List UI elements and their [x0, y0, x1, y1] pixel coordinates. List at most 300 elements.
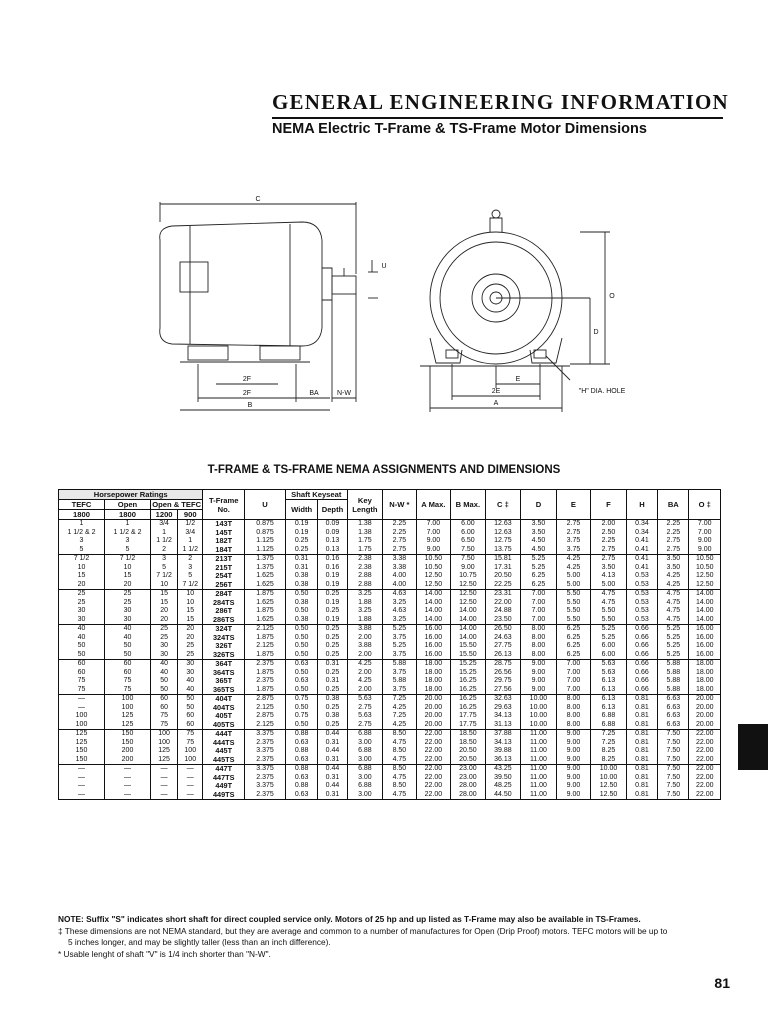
frame-cell: 326T — [203, 642, 245, 651]
table-cell: 0.44 — [318, 730, 347, 739]
table-cell: 20.50 — [485, 572, 521, 581]
table-cell: 50 — [59, 642, 105, 651]
frame-cell: 404T — [203, 695, 245, 704]
table-cell: 9.00 — [556, 774, 591, 783]
frame-cell: 405T — [203, 712, 245, 721]
table-cell: 0.53 — [626, 572, 657, 581]
table-cell: 23.31 — [485, 590, 521, 599]
table-row — [59, 791, 721, 800]
table-cell: 14.00 — [416, 599, 451, 608]
table-cell: 1 — [105, 520, 151, 529]
table-cell: 0.31 — [318, 756, 347, 765]
table-cell: 4.25 — [658, 572, 689, 581]
table-cell: 22.00 — [416, 730, 451, 739]
table-cell: — — [151, 782, 178, 791]
table-cell: 0.16 — [318, 564, 347, 573]
table-cell: 50 — [105, 651, 151, 660]
label-a: A — [493, 400, 499, 407]
table-cell: 15.25 — [451, 669, 486, 678]
table-cell: 16.25 — [451, 704, 486, 713]
table-cell: 9.00 — [556, 739, 591, 748]
frame-cell: 444T — [203, 730, 245, 739]
table-cell: 0.50 — [285, 634, 317, 643]
table-body — [59, 520, 721, 800]
label-b: B — [247, 402, 253, 409]
frame-cell: 284TS — [203, 599, 245, 608]
table-row — [59, 686, 721, 695]
table-cell: 12.50 — [591, 791, 627, 800]
table-cell: 8.50 — [383, 782, 416, 791]
table-cell: 9.00 — [556, 791, 591, 800]
table-cell: 11.00 — [521, 730, 557, 739]
table-cell: 25 — [178, 642, 203, 651]
table-cell: 14.00 — [416, 590, 451, 599]
table-cell: 10.00 — [521, 695, 557, 704]
section-tab-marker — [738, 724, 768, 770]
table-cell: 8.00 — [556, 695, 591, 704]
table-row — [59, 704, 721, 713]
table-cell: 0.25 — [318, 607, 347, 616]
table-cell: 25 — [105, 590, 151, 599]
frame-cell: 447T — [203, 765, 245, 774]
table-cell: 40 — [59, 625, 105, 634]
table-cell: 4.75 — [591, 599, 627, 608]
table-cell: 10.50 — [416, 564, 451, 573]
table-cell: 0.81 — [626, 721, 657, 730]
title-rule — [272, 117, 723, 119]
table-cell: 11.00 — [521, 791, 557, 800]
table-cell: 0.25 — [318, 669, 347, 678]
table-cell: 9.00 — [416, 537, 451, 546]
table-cell: 18.00 — [416, 660, 451, 669]
table-cell: 1.875 — [245, 651, 286, 660]
table-cell: 34.13 — [485, 739, 521, 748]
table-cell: 3.38 — [383, 555, 416, 564]
table-cell: 2 — [178, 555, 203, 564]
table-cell: 22.00 — [689, 774, 721, 783]
table-cell: 0.75 — [285, 712, 317, 721]
table-cell: 5.25 — [521, 564, 557, 573]
table-cell: 1.625 — [245, 616, 286, 625]
table-cell: 9.00 — [521, 677, 557, 686]
table-cell: 6.00 — [591, 651, 627, 660]
table-cell: 6.50 — [451, 537, 486, 546]
table-cell: 9.00 — [521, 686, 557, 695]
table-cell: 14.00 — [689, 599, 721, 608]
table-cell: 6.25 — [521, 572, 557, 581]
table-cell: 28.00 — [451, 782, 486, 791]
table-cell: 6.88 — [347, 730, 383, 739]
table-cell: 0.44 — [318, 782, 347, 791]
table-cell: 5.88 — [658, 677, 689, 686]
table-cell: 20 — [151, 607, 178, 616]
page-number: 81 — [714, 975, 730, 991]
table-cell: 1.625 — [245, 572, 286, 581]
table-cell: 4.75 — [658, 599, 689, 608]
table-cell: 15.50 — [451, 651, 486, 660]
table-cell: 1.125 — [245, 537, 286, 546]
table-cell: 1.375 — [245, 555, 286, 564]
table-cell: 4.50 — [521, 546, 557, 555]
table-cell: 12.75 — [485, 537, 521, 546]
table-row — [59, 546, 721, 555]
table-cell: 0.81 — [626, 791, 657, 800]
table-cell: 2.00 — [591, 520, 627, 529]
table-cell: 6.13 — [591, 677, 627, 686]
table-cell: — — [105, 782, 151, 791]
table-cell: 40 — [151, 660, 178, 669]
table-cell: 2.75 — [383, 546, 416, 555]
table-cell: 3.375 — [245, 747, 286, 756]
table-cell: 6.88 — [347, 782, 383, 791]
table-cell: 0.38 — [318, 712, 347, 721]
table-cell: 6.88 — [347, 747, 383, 756]
table-cell: 0.25 — [318, 642, 347, 651]
table-cell: 22.00 — [689, 747, 721, 756]
table-cell: 6.00 — [451, 520, 486, 529]
table-row — [59, 572, 721, 581]
table-cell: 7.25 — [591, 730, 627, 739]
table-cell: 3.50 — [521, 520, 557, 529]
table-cell: 12.50 — [416, 572, 451, 581]
table-cell: 7.25 — [591, 739, 627, 748]
frame-cell: 143T — [203, 520, 245, 529]
table-cell: 16.00 — [689, 634, 721, 643]
table-cell: 0.19 — [318, 572, 347, 581]
table-cell: 1 — [151, 529, 178, 538]
table-cell: 1.38 — [347, 520, 383, 529]
table-cell: 10 — [151, 581, 178, 590]
table-cell: 100 — [105, 695, 151, 704]
header-depth: Depth — [318, 500, 347, 520]
label-c: C — [255, 196, 261, 203]
table-cell: 1.75 — [347, 537, 383, 546]
table-cell: 2.25 — [658, 529, 689, 538]
table-cell: 0.66 — [626, 651, 657, 660]
table-cell: 22.00 — [485, 599, 521, 608]
table-cell: 14.00 — [416, 616, 451, 625]
table-cell: 2.875 — [245, 695, 286, 704]
table-cell: 5.25 — [658, 651, 689, 660]
table-cell: 0.25 — [285, 537, 317, 546]
table-cell: 2.75 — [556, 529, 591, 538]
label-2e: 2E — [491, 388, 501, 395]
table-cell: 30 — [151, 651, 178, 660]
header-frame: T-Frame No. — [203, 490, 245, 520]
table-cell: 18.00 — [689, 660, 721, 669]
table-cell: 2.75 — [347, 721, 383, 730]
table-cell: 0.53 — [626, 581, 657, 590]
table-cell: 4.75 — [591, 590, 627, 599]
table-cell: 2.125 — [245, 642, 286, 651]
table-cell: 5.50 — [556, 590, 591, 599]
table-cell: 16.00 — [689, 625, 721, 634]
table-cell: 1.875 — [245, 686, 286, 695]
table-cell: 0.50 — [285, 625, 317, 634]
table-cell: 2.75 — [658, 546, 689, 555]
table-cell: 0.81 — [626, 774, 657, 783]
table-cell: 2.00 — [347, 634, 383, 643]
table-cell: 0.50 — [285, 590, 317, 599]
table-cell: 2.375 — [245, 774, 286, 783]
table-cell: 48.25 — [485, 782, 521, 791]
table-cell: 0.09 — [318, 529, 347, 538]
table-cell: 5.88 — [658, 669, 689, 678]
table-cell: 4.25 — [347, 677, 383, 686]
table-cell: 1 1/2 & 2 — [59, 529, 105, 538]
table-cell: 5.63 — [347, 712, 383, 721]
frame-cell: 405TS — [203, 721, 245, 730]
table-cell: 0.88 — [285, 747, 317, 756]
table-cell: 10.00 — [591, 774, 627, 783]
table-cell: 100 — [105, 704, 151, 713]
header-h: H — [626, 490, 657, 520]
header-ba: BA — [658, 490, 689, 520]
table-cell: 2.00 — [347, 669, 383, 678]
table-cell: 5.25 — [591, 634, 627, 643]
table-cell: 3 — [105, 537, 151, 546]
table-cell: 20.00 — [689, 695, 721, 704]
table-cell: 31.13 — [485, 721, 521, 730]
table-cell: 12.63 — [485, 520, 521, 529]
table-cell: 43.25 — [485, 765, 521, 774]
table-cell: 18.00 — [689, 677, 721, 686]
table-cell: 2.75 — [591, 555, 627, 564]
table-cell: 14.00 — [689, 607, 721, 616]
table-cell: 60 — [59, 669, 105, 678]
table-cell: 2.25 — [658, 520, 689, 529]
table-cell: 4.25 — [658, 581, 689, 590]
table-cell: 8.00 — [556, 704, 591, 713]
table-cell: 3.75 — [383, 651, 416, 660]
table-cell: 2 — [151, 546, 178, 555]
table-cell: 9.00 — [556, 747, 591, 756]
table-cell: 0.19 — [318, 599, 347, 608]
table-cell: 40 — [105, 634, 151, 643]
table-cell: 6.63 — [658, 721, 689, 730]
table-cell: 26.50 — [485, 625, 521, 634]
table-cell: 2.375 — [245, 739, 286, 748]
table-cell: 60 — [105, 660, 151, 669]
table-cell: 7.50 — [658, 774, 689, 783]
table-cell: 11.00 — [521, 747, 557, 756]
table-cell: 2.125 — [245, 704, 286, 713]
table-cell: 0.53 — [626, 599, 657, 608]
table-cell: 0.41 — [626, 564, 657, 573]
table-cell: 22.00 — [689, 730, 721, 739]
table-cell: 1.38 — [347, 529, 383, 538]
table-cell: 12.50 — [451, 581, 486, 590]
table-cell: 22.00 — [689, 765, 721, 774]
table-cell: 7.50 — [658, 747, 689, 756]
table-cell: 60 — [178, 721, 203, 730]
table-cell: 0.25 — [318, 634, 347, 643]
table-cell: 0.66 — [626, 634, 657, 643]
table-cell: 25 — [59, 590, 105, 599]
table-cell: 25 — [105, 599, 151, 608]
table-cell: 17.75 — [451, 712, 486, 721]
table-cell: 25 — [151, 634, 178, 643]
table-cell: 50 — [178, 704, 203, 713]
table-cell: — — [105, 774, 151, 783]
table-cell: 3 — [178, 564, 203, 573]
table-cell: 18.00 — [416, 669, 451, 678]
table-cell: 1.875 — [245, 669, 286, 678]
table-cell: 1 1/2 & 2 — [105, 529, 151, 538]
table-cell: 3.00 — [347, 774, 383, 783]
table-cell: 3.38 — [383, 564, 416, 573]
table-cell: 6.25 — [556, 634, 591, 643]
table-row — [59, 625, 721, 634]
table-cell: 7.50 — [658, 791, 689, 800]
table-cell: 0.19 — [285, 529, 317, 538]
header-open: Open — [105, 500, 151, 510]
table-cell: 0.875 — [245, 520, 286, 529]
table-cell: 2.375 — [245, 677, 286, 686]
table-cell: 0.25 — [318, 686, 347, 695]
table-title: T-FRAME & TS-FRAME NEMA ASSIGNMENTS AND DIMENSIONS — [207, 464, 561, 476]
table-cell: 22.00 — [689, 756, 721, 765]
table-cell: — — [178, 774, 203, 783]
table-cell: 14.00 — [451, 607, 486, 616]
table-cell: 9.00 — [556, 730, 591, 739]
table-cell: 1 1/2 — [178, 546, 203, 555]
header-rpm-1800-open: 1800 — [105, 510, 151, 520]
table-cell: 18.00 — [689, 686, 721, 695]
table-cell: 9.00 — [451, 564, 486, 573]
table-cell: 7.50 — [451, 546, 486, 555]
table-cell: 0.66 — [626, 686, 657, 695]
table-cell: 0.50 — [285, 721, 317, 730]
frame-cell: 215T — [203, 564, 245, 573]
table-cell: 200 — [105, 756, 151, 765]
table-cell: 17.31 — [485, 564, 521, 573]
table-cell: 75 — [178, 730, 203, 739]
table-cell: 1.88 — [347, 616, 383, 625]
table-cell: 22.00 — [416, 791, 451, 800]
frame-cell: 364T — [203, 660, 245, 669]
table-cell: 5.63 — [347, 695, 383, 704]
table-cell: 15 — [178, 616, 203, 625]
table-cell: 3.00 — [347, 739, 383, 748]
table-cell: 23.50 — [485, 616, 521, 625]
table-cell: 8.25 — [591, 747, 627, 756]
label-h-hole: "H" DIA. HOLE — [578, 388, 626, 395]
frame-cell: 365TS — [203, 686, 245, 695]
table-cell: 18.00 — [689, 669, 721, 678]
table-cell: 20.00 — [689, 721, 721, 730]
table-cell: 0.88 — [285, 730, 317, 739]
table-cell: 30 — [178, 660, 203, 669]
table-cell: 15.81 — [485, 555, 521, 564]
frame-cell: 324T — [203, 625, 245, 634]
table-cell: 5.63 — [591, 660, 627, 669]
table-cell: 100 — [178, 747, 203, 756]
table-cell: 1.875 — [245, 607, 286, 616]
table-cell: 40 — [59, 634, 105, 643]
table-cell: 8.00 — [556, 721, 591, 730]
table-cell: 0.50 — [285, 669, 317, 678]
table-cell: 5.88 — [658, 686, 689, 695]
table-cell: 0.81 — [626, 756, 657, 765]
table-cell: 25 — [151, 625, 178, 634]
table-cell: 25 — [178, 651, 203, 660]
frame-cell: 326TS — [203, 651, 245, 660]
table-cell: 7.00 — [556, 669, 591, 678]
table-cell: 5 — [178, 572, 203, 581]
table-cell: 14.00 — [689, 590, 721, 599]
table-cell: 3.375 — [245, 765, 286, 774]
table-row — [59, 642, 721, 651]
header-e: E — [556, 490, 591, 520]
table-cell: 7 1/2 — [105, 555, 151, 564]
table-cell: 12.50 — [451, 599, 486, 608]
table-cell: 2.375 — [245, 756, 286, 765]
table-cell: 18.00 — [416, 677, 451, 686]
table-cell: 7.00 — [556, 660, 591, 669]
table-cell: 6.00 — [591, 642, 627, 651]
table-cell: 0.19 — [318, 581, 347, 590]
table-cell: 0.38 — [285, 599, 317, 608]
header-nw: N-W * — [383, 490, 416, 520]
table-cell: 0.50 — [285, 704, 317, 713]
table-row — [59, 581, 721, 590]
table-cell: 7.00 — [521, 590, 557, 599]
table-cell: 0.31 — [318, 677, 347, 686]
table-cell: 5.00 — [556, 572, 591, 581]
table-cell: 75 — [59, 686, 105, 695]
table-cell: 3.50 — [658, 564, 689, 573]
table-cell: 22.00 — [689, 782, 721, 791]
table-cell: 6.88 — [347, 765, 383, 774]
header-f: F — [591, 490, 627, 520]
table-cell: 3.00 — [347, 791, 383, 800]
table-cell: 0.41 — [626, 546, 657, 555]
table-cell: 7 1/2 — [151, 572, 178, 581]
table-cell: 7.00 — [416, 529, 451, 538]
table-cell: 1.125 — [245, 546, 286, 555]
table-cell: 3.88 — [347, 625, 383, 634]
table-cell: 0.63 — [285, 756, 317, 765]
table-cell: 7.50 — [658, 730, 689, 739]
header-rpm-900: 900 — [178, 510, 203, 520]
table-cell: 0.31 — [285, 564, 317, 573]
table-cell: 18.50 — [451, 730, 486, 739]
table-cell: 9.00 — [556, 782, 591, 791]
table-cell: 22.00 — [416, 774, 451, 783]
table-cell: 12.50 — [416, 581, 451, 590]
table-cell: 20.00 — [689, 704, 721, 713]
table-cell: 20.00 — [416, 695, 451, 704]
table-cell: 10.50 — [689, 555, 721, 564]
table-cell: 2.125 — [245, 721, 286, 730]
table-cell: 22.00 — [416, 747, 451, 756]
table-row — [59, 721, 721, 730]
table-cell: 0.44 — [318, 765, 347, 774]
table-row — [59, 756, 721, 765]
table-cell: 14.00 — [451, 634, 486, 643]
table-row — [59, 774, 721, 783]
table-cell: 125 — [151, 747, 178, 756]
table-cell: 10.00 — [521, 712, 557, 721]
table-cell: 2.75 — [556, 520, 591, 529]
table-cell: 7.25 — [383, 712, 416, 721]
table-cell: 0.50 — [285, 607, 317, 616]
table-cell: 0.44 — [318, 747, 347, 756]
table-cell: 11.00 — [521, 756, 557, 765]
table-cell: 2.75 — [383, 537, 416, 546]
table-cell: 10.00 — [521, 704, 557, 713]
